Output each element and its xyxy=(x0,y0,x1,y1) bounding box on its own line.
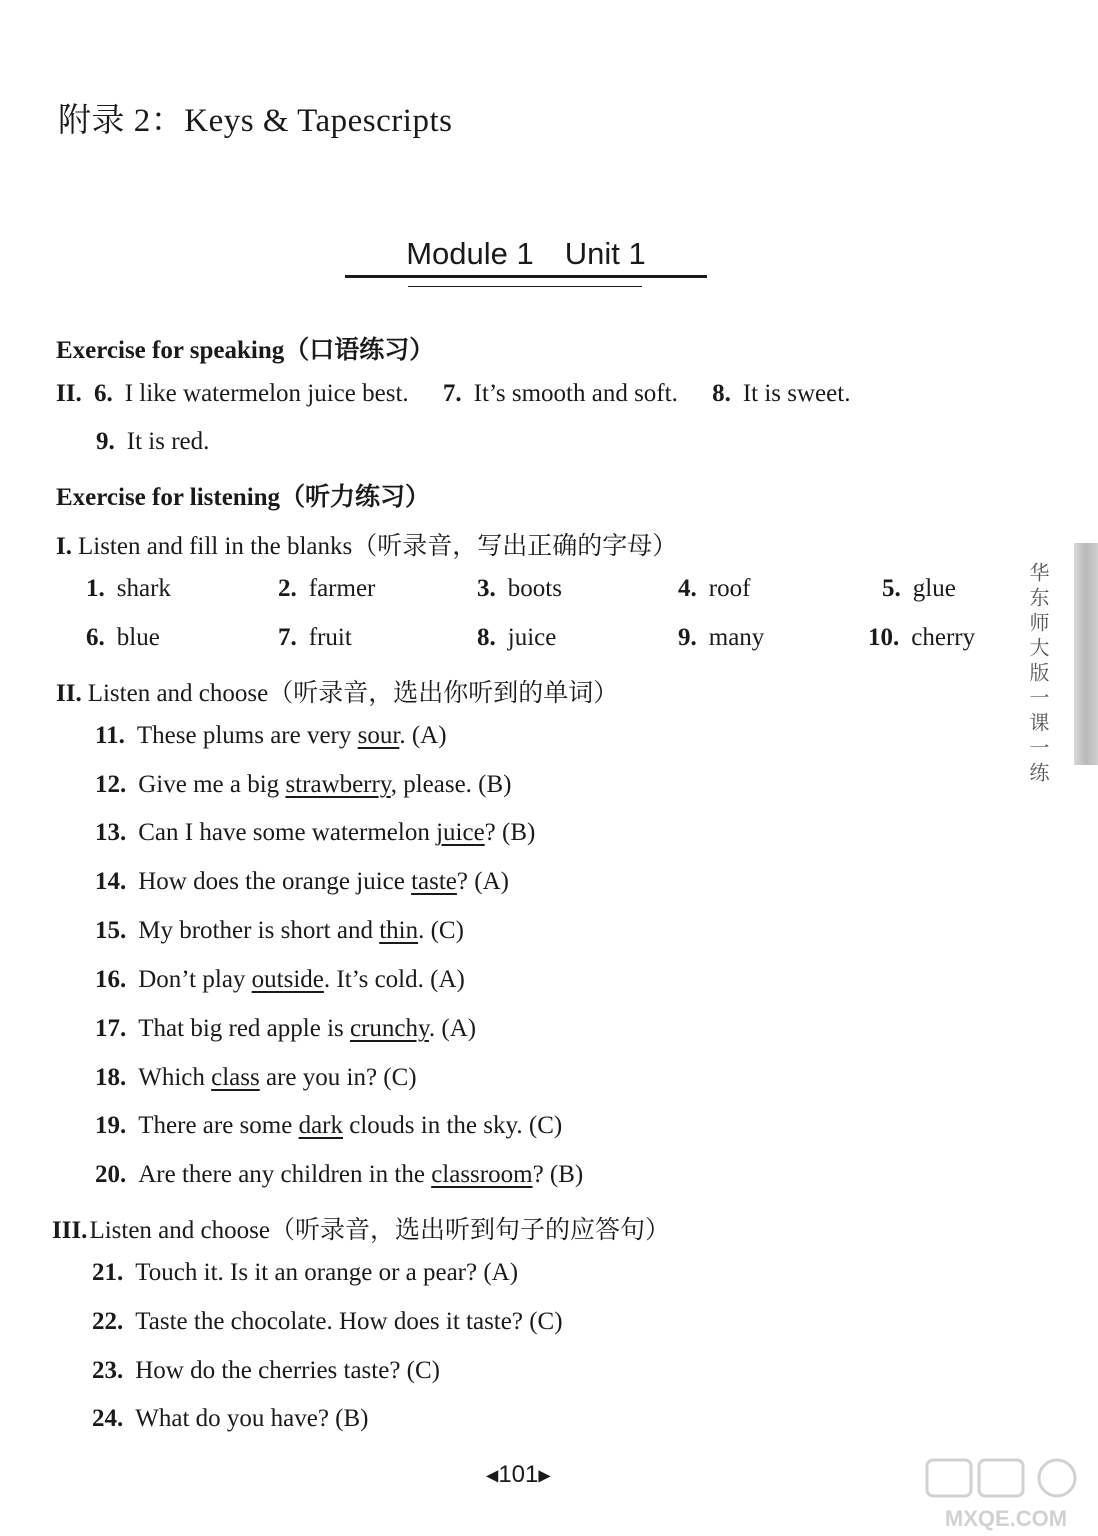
sentence-text: That big red apple is xyxy=(138,1015,350,1042)
list-item xyxy=(95,771,512,799)
sentence-text: , please. (B) xyxy=(390,771,512,798)
speaking-row-2 xyxy=(96,428,209,456)
sentence-text: Taste the chocolate. How does it taste? (C) xyxy=(135,1308,563,1335)
sentence-text: These plums are very xyxy=(136,722,358,749)
sentence-text: Can I have some watermelon xyxy=(138,819,437,846)
answer-text: It is red. xyxy=(126,428,210,455)
item-number: 20. xyxy=(95,1161,127,1188)
word-item xyxy=(477,575,562,603)
roman-numeral: II. xyxy=(56,680,82,707)
answer-word: roof xyxy=(708,575,751,602)
answer-word: boots xyxy=(507,575,562,602)
sentence-text: What do you have? (B) xyxy=(135,1405,369,1432)
sentence-text: . It’s cold. (A) xyxy=(323,966,465,993)
answer-text: It’s smooth and soft. xyxy=(473,380,678,407)
list-item xyxy=(95,966,465,994)
part2-title xyxy=(56,673,618,709)
item-number: 22. xyxy=(92,1308,124,1335)
word-item xyxy=(868,624,975,652)
item-number: 8. xyxy=(477,624,496,651)
sentence-text: How does the orange juice xyxy=(138,868,412,895)
answer-word: many xyxy=(708,624,765,651)
page-number-container xyxy=(486,1461,551,1489)
sentence-text: Touch it. Is it an orange or a pear? (A) xyxy=(135,1259,519,1286)
page-number: 101 xyxy=(498,1461,539,1488)
item-number: 7. xyxy=(442,380,462,407)
roman-numeral: II. xyxy=(56,380,82,407)
list-item xyxy=(92,1259,518,1287)
list-item xyxy=(95,1112,562,1140)
title-rule-thick xyxy=(345,275,707,278)
sentence-text: clouds in the sky. (C) xyxy=(343,1112,563,1139)
sentence-text: . (A) xyxy=(428,1015,477,1042)
title-rule-thin xyxy=(408,286,642,287)
item-number: 19. xyxy=(95,1112,127,1139)
item-number: 9. xyxy=(96,428,115,455)
module-title: Module 1 Unit 1 xyxy=(406,236,646,271)
item-number: 7. xyxy=(278,624,297,651)
list-item xyxy=(92,1405,369,1433)
key-word: class xyxy=(211,1064,260,1091)
sentence-text: ? (A) xyxy=(456,868,509,895)
item-number: 13. xyxy=(95,819,127,846)
key-word: juice xyxy=(436,819,485,846)
sentence-text: My brother is short and xyxy=(138,917,380,944)
answer-word: glue xyxy=(912,575,956,602)
answer-word: farmer xyxy=(308,575,376,602)
word-item xyxy=(477,624,556,652)
key-word: taste xyxy=(411,868,457,895)
list-item xyxy=(92,1357,440,1385)
answer-word: fruit xyxy=(308,624,352,651)
sentence-text: . (C) xyxy=(418,917,464,944)
item-number: 5. xyxy=(882,575,901,602)
sentence-text: ? (B) xyxy=(532,1161,584,1188)
answer-text: I like watermelon juice best. xyxy=(124,380,409,407)
list-item xyxy=(95,1015,476,1043)
side-tab xyxy=(1074,543,1098,765)
word-item xyxy=(882,575,956,603)
word-item xyxy=(86,624,160,652)
item-number: 18. xyxy=(95,1064,127,1091)
item-number: 10. xyxy=(868,624,900,651)
part-instruction: Listen and fill in the blanks（听录音，写出正确的字母） xyxy=(77,533,678,560)
item-number: 9. xyxy=(678,624,697,651)
roman-numeral: I. xyxy=(56,533,72,560)
part-instruction: Listen and choose（听录音，选出你听到的单词） xyxy=(87,680,619,707)
sentence-text: There are some xyxy=(138,1112,299,1139)
left-triangle-icon: ◀ xyxy=(486,1467,499,1485)
list-item xyxy=(95,1161,583,1189)
part1-title xyxy=(56,526,677,562)
key-word: sour xyxy=(357,722,400,749)
item-number: 24. xyxy=(92,1405,124,1432)
item-number: 15. xyxy=(95,917,127,944)
listening-heading: Exercise for listening（听力练习） xyxy=(56,484,431,511)
sentence-text: are you in? (C) xyxy=(259,1064,417,1091)
list-item xyxy=(95,868,509,896)
key-word: outside xyxy=(251,966,324,993)
item-number: 6. xyxy=(93,380,113,407)
answer-word: shark xyxy=(116,575,171,602)
item-number: 6. xyxy=(86,624,105,651)
part3-title xyxy=(52,1210,670,1246)
item-number: 8. xyxy=(712,380,731,407)
item-number: 17. xyxy=(95,1015,127,1042)
key-word: crunchy xyxy=(350,1015,429,1042)
sentence-text: Are there any children in the xyxy=(138,1161,432,1188)
key-word: classroom xyxy=(431,1161,533,1188)
side-label: 华东师大版一课一练 xyxy=(1026,562,1050,787)
speaking-heading: Exercise for speaking（口语练习） xyxy=(56,337,435,364)
sentence-text: Give me a big xyxy=(138,771,286,798)
list-item xyxy=(95,1064,417,1092)
list-item xyxy=(95,819,535,847)
key-word: dark xyxy=(298,1112,343,1139)
item-number: 2. xyxy=(278,575,297,602)
sentence-text: How do the cherries taste? (C) xyxy=(135,1357,440,1384)
answer-word: juice xyxy=(507,624,557,651)
right-triangle-icon: ▶ xyxy=(538,1467,551,1485)
item-number: 23. xyxy=(92,1357,124,1384)
list-item xyxy=(92,1308,563,1336)
item-number: 11. xyxy=(95,722,125,749)
sentence-text: Don’t play xyxy=(138,966,252,993)
roman-numeral: III. xyxy=(52,1217,88,1244)
sentence-text: Which xyxy=(138,1064,212,1091)
item-number: 21. xyxy=(92,1259,124,1286)
answer-word: cherry xyxy=(911,624,976,651)
item-number: 1. xyxy=(86,575,105,602)
key-word: thin xyxy=(379,917,419,944)
word-item xyxy=(278,624,352,652)
appendix-title: 附录 2：Keys & Tapescripts xyxy=(58,103,453,139)
speaking-row-1 xyxy=(56,380,850,408)
sentence-text: . (A) xyxy=(399,722,447,749)
sentence-text: ? (B) xyxy=(484,819,536,846)
word-item xyxy=(678,624,764,652)
item-number: 4. xyxy=(678,575,697,602)
item-number: 14. xyxy=(95,868,127,895)
list-item xyxy=(95,722,447,750)
item-number: 3. xyxy=(477,575,496,602)
answer-text: It is sweet. xyxy=(742,380,851,407)
part-instruction: Listen and choose（听录音，选出听到句子的应答句） xyxy=(89,1217,670,1244)
item-number: 12. xyxy=(95,771,127,798)
item-number: 16. xyxy=(95,966,127,993)
word-item xyxy=(278,575,375,603)
word-item xyxy=(86,575,171,603)
list-item xyxy=(95,917,464,945)
word-item xyxy=(678,575,750,603)
key-word: strawberry xyxy=(285,771,391,798)
watermark-text: MXQE.COM xyxy=(944,1506,1068,1531)
watermark-logo xyxy=(921,1456,1091,1534)
answer-word: blue xyxy=(116,624,160,651)
